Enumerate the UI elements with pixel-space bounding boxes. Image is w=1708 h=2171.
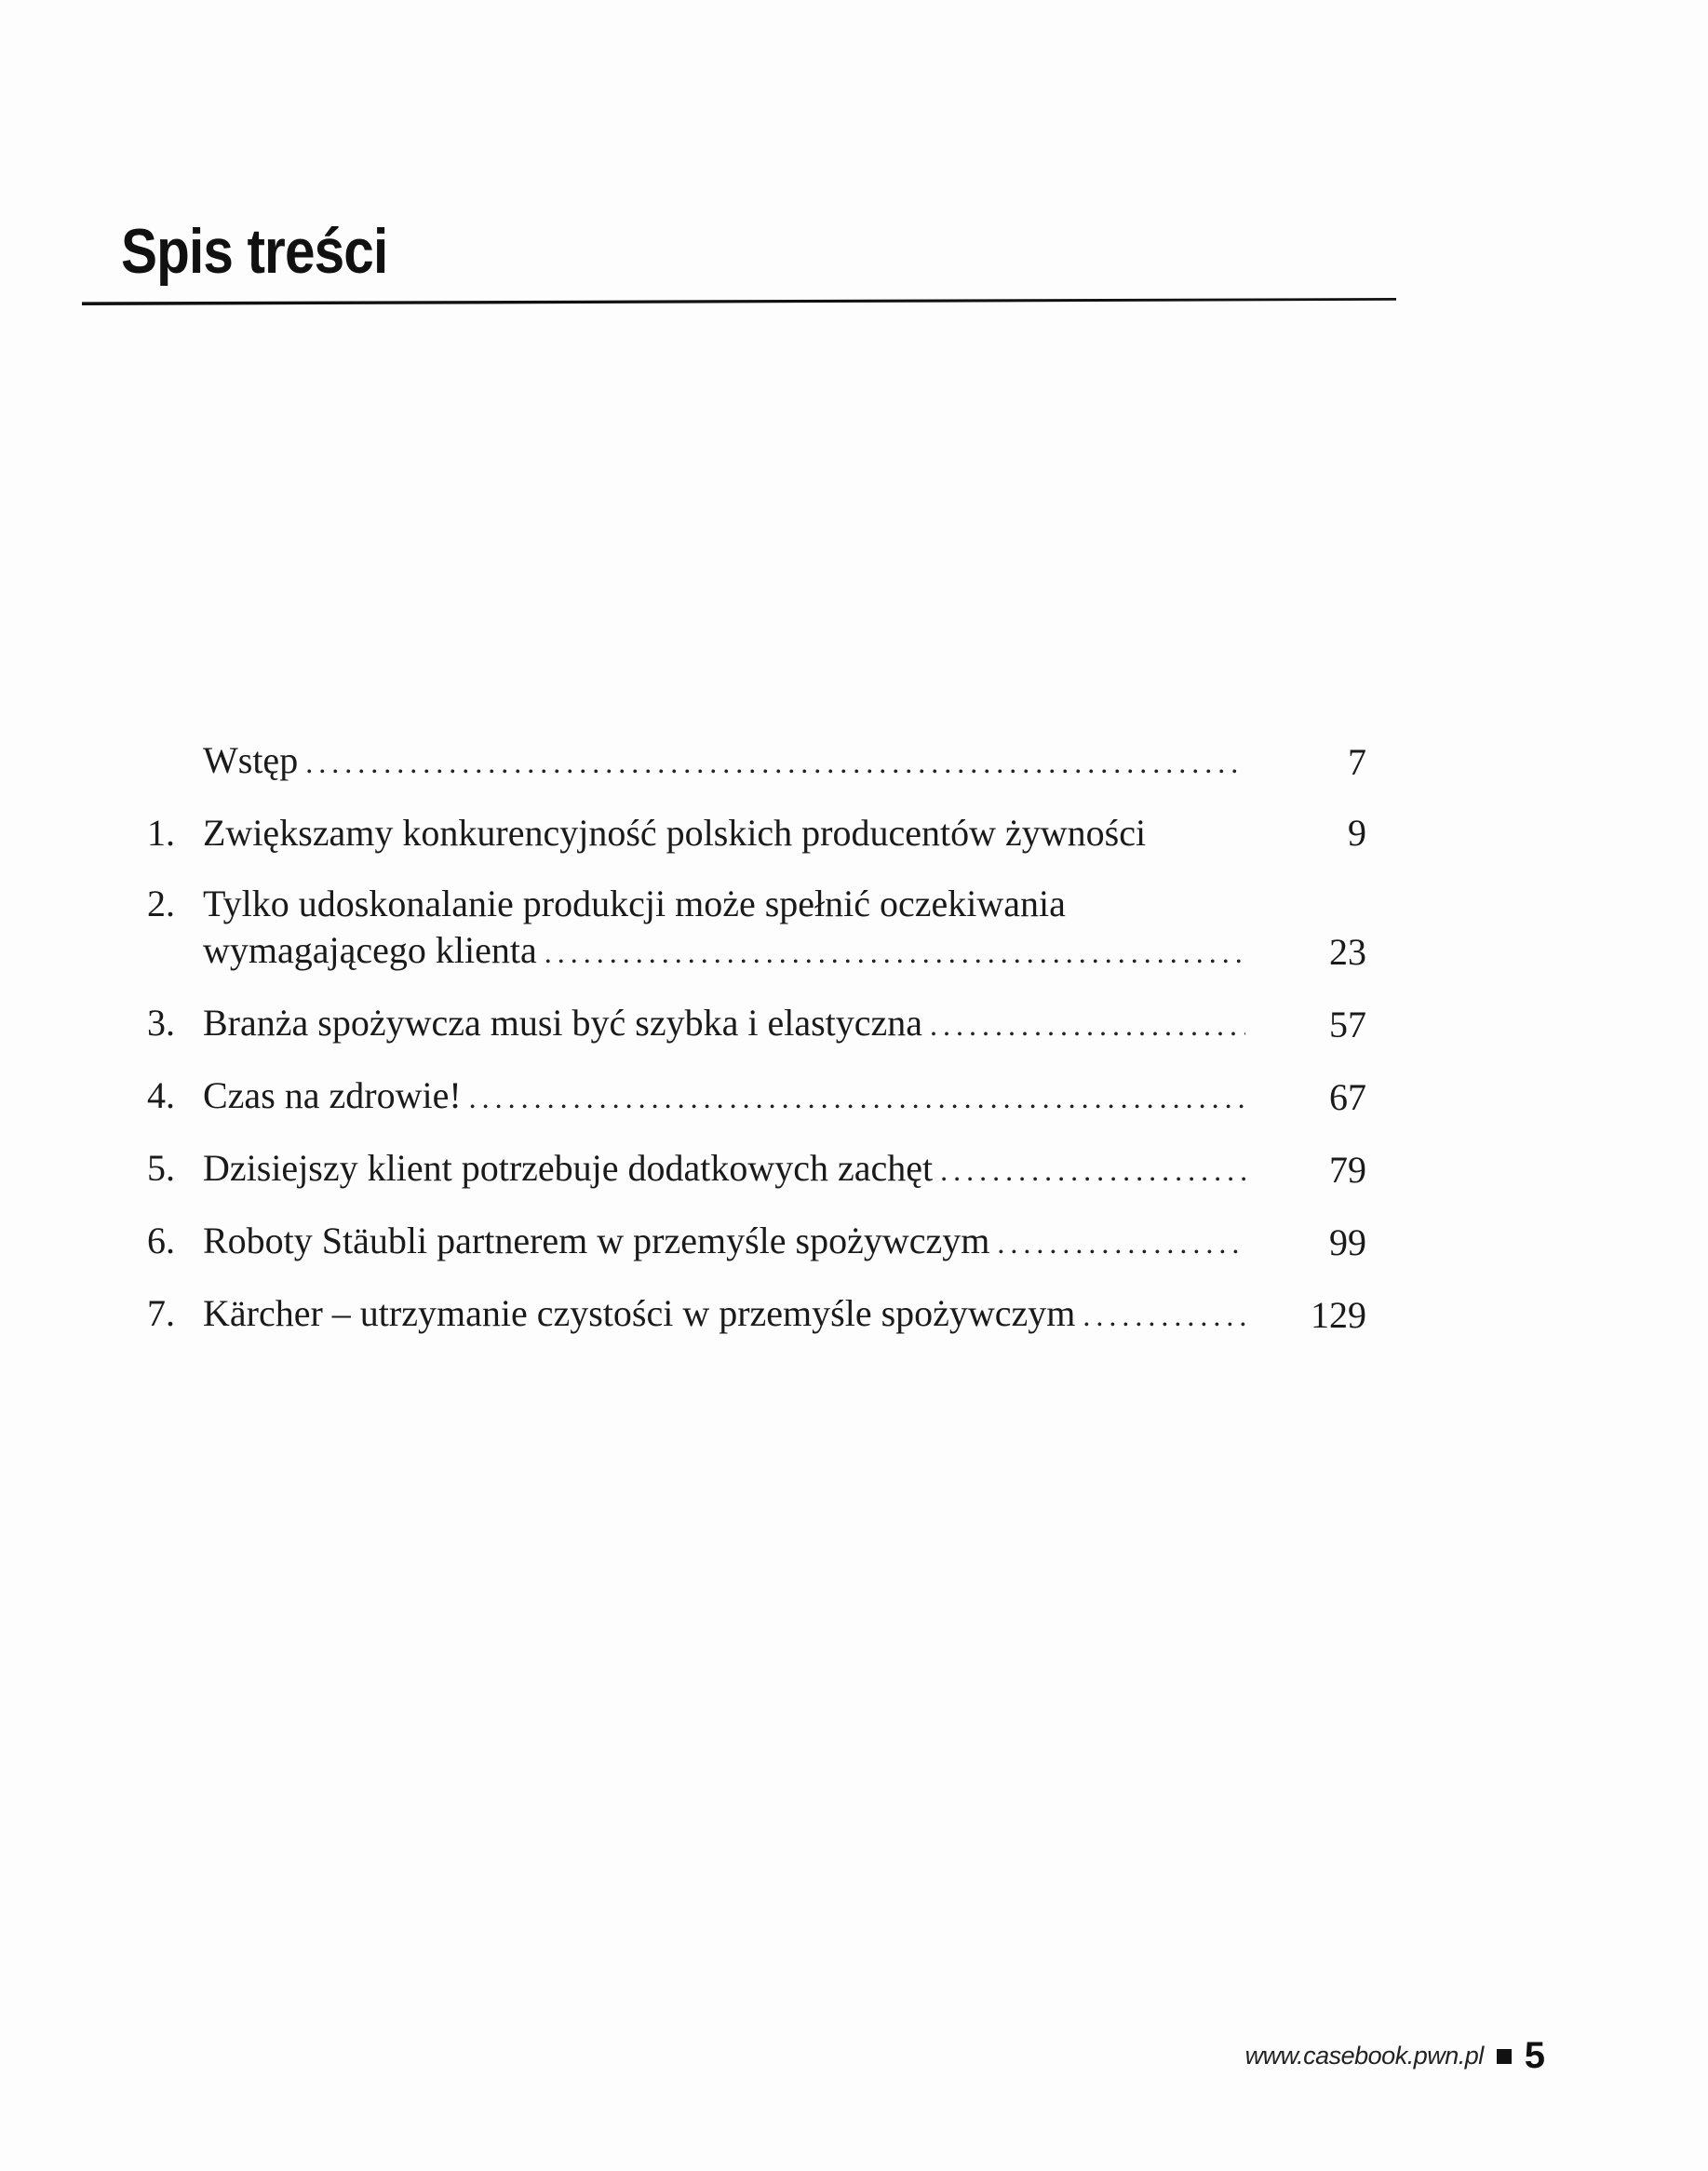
square-bullet-icon [1497,2049,1512,2064]
toc-entry-title: Dzisiejszy klient potrzebuje dodatkowych zachęt [203,1147,934,1189]
toc-entry-page: 23 [1329,931,1366,973]
dot-leader [545,929,1245,976]
toc-entry-page: 9 [1348,812,1366,854]
toc-entry-title: Wstęp [203,739,299,781]
toc-entry-page: 79 [1329,1149,1366,1191]
toc-entry-5[interactable] [147,1145,1366,1193]
toc-entry-number: 2. [147,883,175,924]
toc-entry-7[interactable] [147,1290,1366,1339]
toc-entry-2[interactable] [147,881,1366,976]
page-footer [1245,2035,1545,2077]
dot-leader [305,739,1245,786]
table-of-contents [147,737,1366,1363]
toc-entry-title: Zwiększamy konkurencyjność polskich producentów żywności [203,812,1147,854]
dot-leader [1083,1292,1245,1339]
footer-url[interactable]: www.casebook.pwn.pl [1244,2042,1484,2070]
toc-entry-page: 57 [1329,1004,1366,1045]
dot-leader [940,1147,1245,1193]
toc-entry-number: 1. [147,812,175,854]
toc-entry-title: Czas na zdrowie! [203,1074,462,1116]
toc-entry-number: 4. [147,1074,175,1116]
toc-entry-title: Kärcher – utrzymanie czystości w przemyśle spożywczym [203,1292,1076,1334]
toc-entry-3[interactable] [147,1000,1366,1048]
toc-entry-number: 5. [147,1147,175,1189]
toc-entry-6[interactable] [147,1218,1366,1266]
toc-entry-number: 7. [147,1292,175,1334]
toc-entry-title: Roboty Stäubli partnerem w przemyśle spożywczym [203,1220,990,1261]
toc-entry-number: 6. [147,1220,175,1261]
toc-entry-page: 7 [1348,741,1366,783]
toc-entry-title-line-2: wymagającego klienta [203,929,537,971]
toc-entry-introduction[interactable] [147,737,1366,786]
toc-entry-1[interactable] [147,810,1366,856]
dot-leader [469,1074,1245,1121]
dot-leader [930,1002,1245,1048]
dot-leader [997,1220,1245,1266]
toc-entry-page: 67 [1329,1076,1366,1118]
toc-entry-title: Branża spożywcza musi być szybka i elastyczna [203,1002,923,1044]
page-title: Spis treści [121,216,388,287]
toc-entry-page: 99 [1329,1221,1366,1263]
page-number: 5 [1524,2035,1545,2076]
toc-entry-page: 129 [1311,1294,1366,1336]
toc-entry-4[interactable] [147,1072,1366,1121]
toc-entry-number: 3. [147,1002,175,1044]
toc-entry-title-line-1: Tylko udoskonalanie produkcji może spełnić oczekiwania [203,883,1066,924]
title-underline [82,298,1396,305]
